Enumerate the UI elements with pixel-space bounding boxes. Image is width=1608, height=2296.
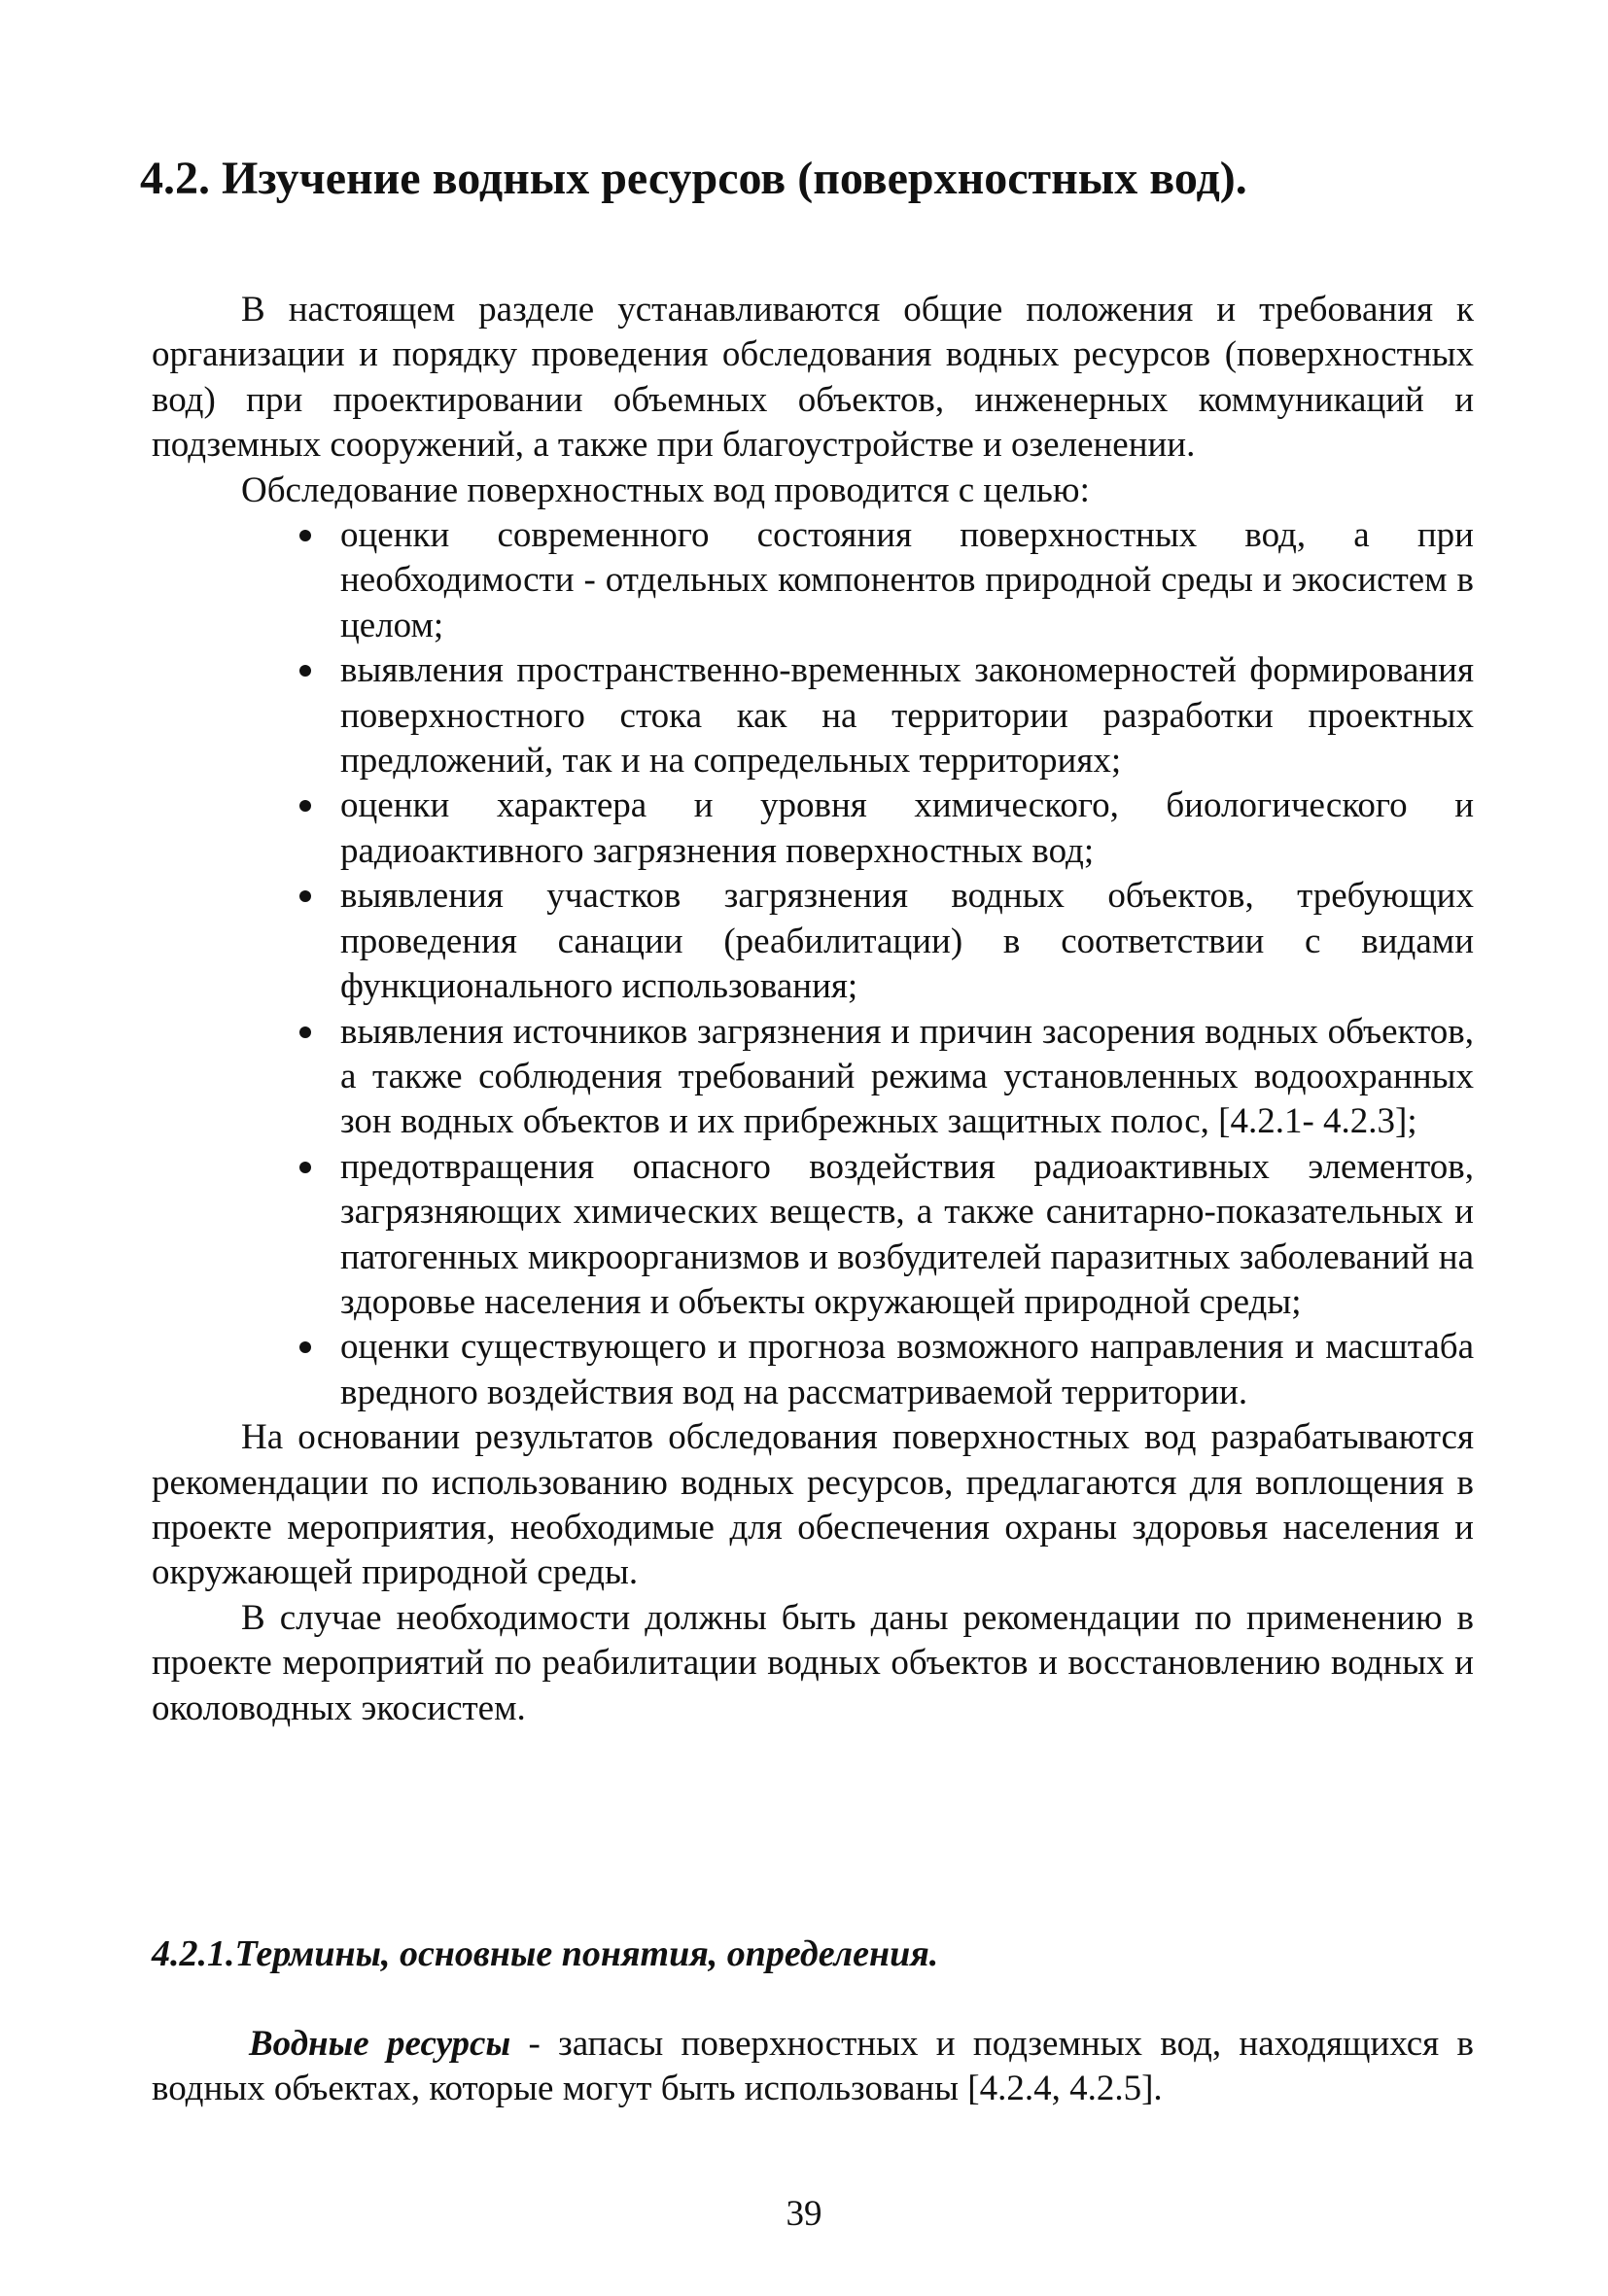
rehabilitation-paragraph: В случае необходимости должны быть даны рекомендации по применению в проекте мероприятий по реабилитации водных объектов и восстановлению водных и околоводных экосистем. — [152, 1597, 1474, 1728]
subsection-title: 4.2.1.Термины, основные понятия, определения. — [152, 1933, 939, 1974]
list-item: предотвращения опасного воздействия радиоактивных элементов, загрязняющих химических веществ, а также санитарно-показательных и патогенных микроорганизмов и возбудителей паразитных заболеваний на здоровье населения и объекты окружающей природной среды; — [340, 1145, 1474, 1326]
definition-paragraph — [152, 2022, 1474, 2112]
goals-lead-paragraph: Обследование поверхностных вод проводится с целью: — [241, 470, 1090, 510]
list-item: выявления пространственно-временных закономерностей формирования поверхностного стока как на территории разработки проектных предложений, так и на сопредельных территориях; — [340, 648, 1474, 783]
list-item: оценки характера и уровня химического, биологического и радиоактивного загрязнения поверхностных вод; — [340, 783, 1474, 874]
section-body — [152, 288, 1474, 1731]
recommendations-paragraph: На основании результатов обследования поверхностных вод разрабатываются рекомендации по использованию водных ресурсов, предлагаются для воплощения в проекте мероприятия, необходимые для обеспечения охраны здоровья населения и окружающей природной среды. — [152, 1417, 1474, 1593]
definition-text: - запасы поверхностных и подземных вод, находящихся в водных объектах, которые могут быть использованы [4.2.4, 4.2.5]. — [152, 2024, 1474, 2109]
definition-term: Водные ресурсы — [249, 2024, 511, 2064]
list-item: оценки современного состояния поверхностных вод, а при необходимости - отдельных компонентов природной среды и экосистем в целом; — [340, 513, 1474, 648]
list-item: выявления источников загрязнения и причин засорения водных объектов, а также соблюдения требований режима установленных водоохранных зон водных объектов и их прибрежных защитных полос, [4.2.1- 4.2.3]; — [340, 1010, 1474, 1145]
page-number: 39 — [786, 2194, 822, 2234]
section-title: 4.2. Изучение водных ресурсов (поверхностных вод). — [140, 153, 1247, 204]
list-item: выявления участков загрязнения водных объектов, требующих проведения санации (реабилитации) в соответствии с видами функционального использования; — [340, 874, 1474, 1009]
intro-paragraph: В настоящем разделе устанавливаются общие положения и требования к организации и порядку проведения обследования водных ресурсов (поверхностных вод) при проектировании объемных объектов, инженерных коммуникаций и подземных сооружений, а также при благоустройстве и озеленении. — [152, 290, 1474, 466]
list-item: оценки существующего и прогноза возможного направления и масштаба вредного воздействия вод на рассматриваемой территории. — [340, 1325, 1474, 1415]
goals-list — [152, 513, 1474, 1415]
